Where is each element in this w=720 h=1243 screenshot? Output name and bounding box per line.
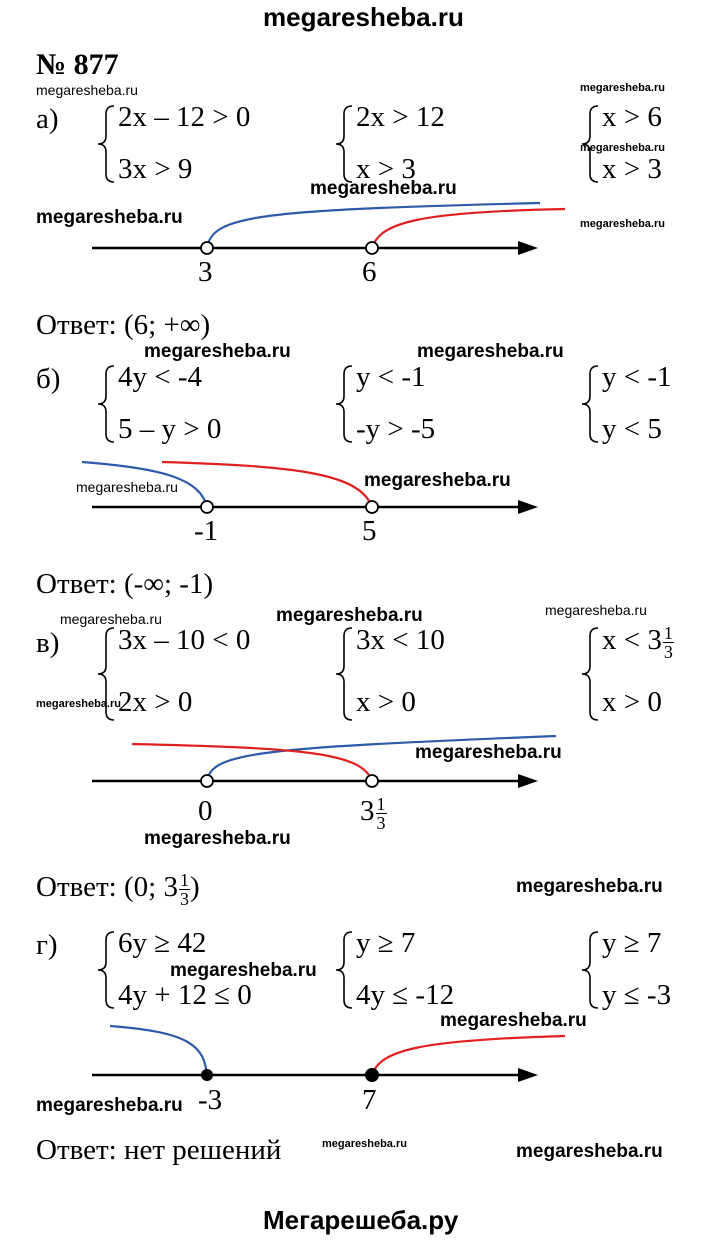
number-line-g bbox=[92, 1026, 565, 1082]
point-open-b-2 bbox=[366, 501, 378, 513]
brace-g-1 bbox=[98, 932, 114, 1008]
brace-a-2 bbox=[336, 106, 352, 182]
ineq-b-3-bottom: y < 5 bbox=[602, 413, 662, 445]
ineq-b-3-top: y < -1 bbox=[602, 361, 672, 393]
watermark: megaresheba.ru bbox=[417, 341, 564, 362]
answer-v: Ответ: (0; 3 $\frac{1}{3}$ ) bbox=[36, 870, 200, 909]
ineq-v-2-bottom: x > 0 bbox=[356, 686, 416, 718]
watermark: megaresheba.ru bbox=[36, 1095, 183, 1116]
tick-g-1: -3 bbox=[198, 1084, 223, 1116]
watermark: megaresheba.ru bbox=[36, 698, 121, 710]
ineq-b-1-top: 4y < -4 bbox=[118, 361, 203, 393]
ineq-a-1-bottom: 3x > 9 bbox=[118, 153, 193, 185]
point-closed-g-2 bbox=[365, 1068, 379, 1082]
ineq-b-2-bottom: -y > -5 bbox=[356, 413, 436, 445]
ineq-v-3-top bbox=[602, 624, 674, 661]
axis-arrow-v bbox=[518, 774, 538, 788]
ineq-b-2-top: y < -1 bbox=[356, 361, 426, 393]
brace-v-2 bbox=[336, 628, 352, 720]
ineq-v-3-top-text: x < 3 bbox=[602, 624, 662, 657]
ineq-v-2-top: 3x < 10 bbox=[356, 624, 445, 656]
answer-b: Ответ: (-∞; -1) bbox=[36, 568, 214, 600]
brace-v-3 bbox=[582, 628, 598, 720]
tick-b-1: -1 bbox=[194, 515, 219, 547]
brace-b-3 bbox=[582, 366, 598, 442]
brace-g-2 bbox=[336, 932, 352, 1008]
ineq-a-3-top: x > 6 bbox=[602, 101, 662, 133]
ineq-v-1-bottom: 2x > 0 bbox=[118, 686, 193, 718]
ineq-g-3-bottom: y ≤ -3 bbox=[602, 979, 672, 1011]
ineq-g-2-top: y ≥ 7 bbox=[356, 927, 416, 959]
watermark: megaresheba.ru bbox=[440, 1010, 587, 1031]
watermark: megaresheba.ru bbox=[36, 82, 138, 98]
watermark: megaresheba.ru bbox=[322, 1138, 407, 1150]
tick-v-2: 3 $\frac{1}{3}$ bbox=[360, 794, 386, 833]
tick-g-2: 7 bbox=[362, 1084, 377, 1116]
watermark: megaresheba.ru bbox=[516, 876, 663, 897]
axis-arrow-g bbox=[518, 1068, 538, 1082]
part-label-g: г) bbox=[36, 929, 58, 961]
part-label-b: б) bbox=[36, 363, 61, 395]
curve-blue-a bbox=[207, 203, 540, 248]
fraction-one-third: $\frac{1}{3}$ bbox=[376, 794, 386, 833]
point-open-a-2 bbox=[366, 242, 378, 254]
curve-red-v bbox=[132, 744, 372, 781]
site-header: megaresheba.ru bbox=[263, 2, 464, 32]
site-footer: Мегарешеба.ру bbox=[263, 1205, 459, 1235]
axis-arrow-b bbox=[518, 500, 538, 514]
tick-a-1: 3 bbox=[198, 256, 213, 288]
ineq-g-2-bottom: 4y ≤ -12 bbox=[356, 979, 455, 1011]
point-open-b-1 bbox=[201, 501, 213, 513]
ineq-a-2-bottom: x > 3 bbox=[356, 153, 416, 185]
watermark: megaresheba.ru bbox=[516, 1141, 663, 1162]
fraction-one-third: $\frac{1}{3}$ bbox=[663, 623, 673, 662]
part-label-v: в) bbox=[36, 627, 60, 659]
watermark: megaresheba.ru bbox=[580, 218, 665, 230]
curve-red-a bbox=[372, 209, 565, 248]
fraction-one-third: $\frac{1}{3}$ bbox=[179, 870, 189, 909]
watermark: megaresheba.ru bbox=[60, 611, 162, 627]
watermark: megaresheba.ru bbox=[310, 178, 457, 199]
watermark: megaresheba.ru bbox=[36, 207, 183, 228]
point-open-a-1 bbox=[201, 242, 213, 254]
ineq-v-1-top: 3x – 10 < 0 bbox=[118, 624, 251, 656]
ineq-a-1-top: 2x – 12 > 0 bbox=[118, 101, 251, 133]
watermark: megaresheba.ru bbox=[144, 828, 291, 849]
curve-red-b bbox=[162, 462, 372, 507]
watermark: megaresheba.ru bbox=[276, 605, 423, 626]
watermark: megaresheba.ru bbox=[144, 341, 291, 362]
axis-arrow-a bbox=[518, 241, 538, 255]
watermark: megaresheba.ru bbox=[545, 602, 647, 618]
answer-g: Ответ: нет решений bbox=[36, 1134, 282, 1166]
ineq-a-3-bottom: x > 3 bbox=[602, 153, 662, 185]
ineq-g-1-bottom: 4y + 12 ≤ 0 bbox=[118, 979, 252, 1011]
tick-b-2: 5 bbox=[362, 515, 377, 547]
ineq-b-1-bottom: 5 – y > 0 bbox=[118, 413, 222, 445]
ineq-v-3-bottom: x > 0 bbox=[602, 686, 662, 718]
watermark: megaresheba.ru bbox=[580, 82, 665, 94]
curve-red-g bbox=[372, 1036, 565, 1075]
tick-a-2: 6 bbox=[362, 256, 377, 288]
ineq-g-3-top: y ≥ 7 bbox=[602, 927, 662, 959]
answer-a: Ответ: (6; +∞) bbox=[36, 309, 211, 341]
tick-v-1: 0 bbox=[198, 795, 213, 827]
brace-b-1 bbox=[98, 366, 114, 442]
problem-number: № 877 bbox=[36, 48, 119, 81]
ineq-a-2-top: 2x > 12 bbox=[356, 101, 445, 133]
brace-g-3 bbox=[582, 932, 598, 1008]
watermark: megaresheba.ru bbox=[580, 142, 665, 154]
point-closed-g-1 bbox=[201, 1069, 213, 1081]
brace-a-1 bbox=[98, 106, 114, 182]
watermark: megaresheba.ru bbox=[170, 960, 317, 981]
point-open-v-2 bbox=[366, 775, 378, 787]
ineq-g-1-top: 6y ≥ 42 bbox=[118, 927, 207, 959]
curve-blue-g bbox=[110, 1026, 207, 1075]
point-open-v-1 bbox=[201, 775, 213, 787]
part-label-a: а) bbox=[36, 103, 59, 135]
watermark: megaresheba.ru bbox=[364, 470, 511, 491]
watermark: megaresheba.ru bbox=[76, 479, 178, 495]
watermark: megaresheba.ru bbox=[415, 742, 562, 763]
brace-b-2 bbox=[336, 366, 352, 442]
